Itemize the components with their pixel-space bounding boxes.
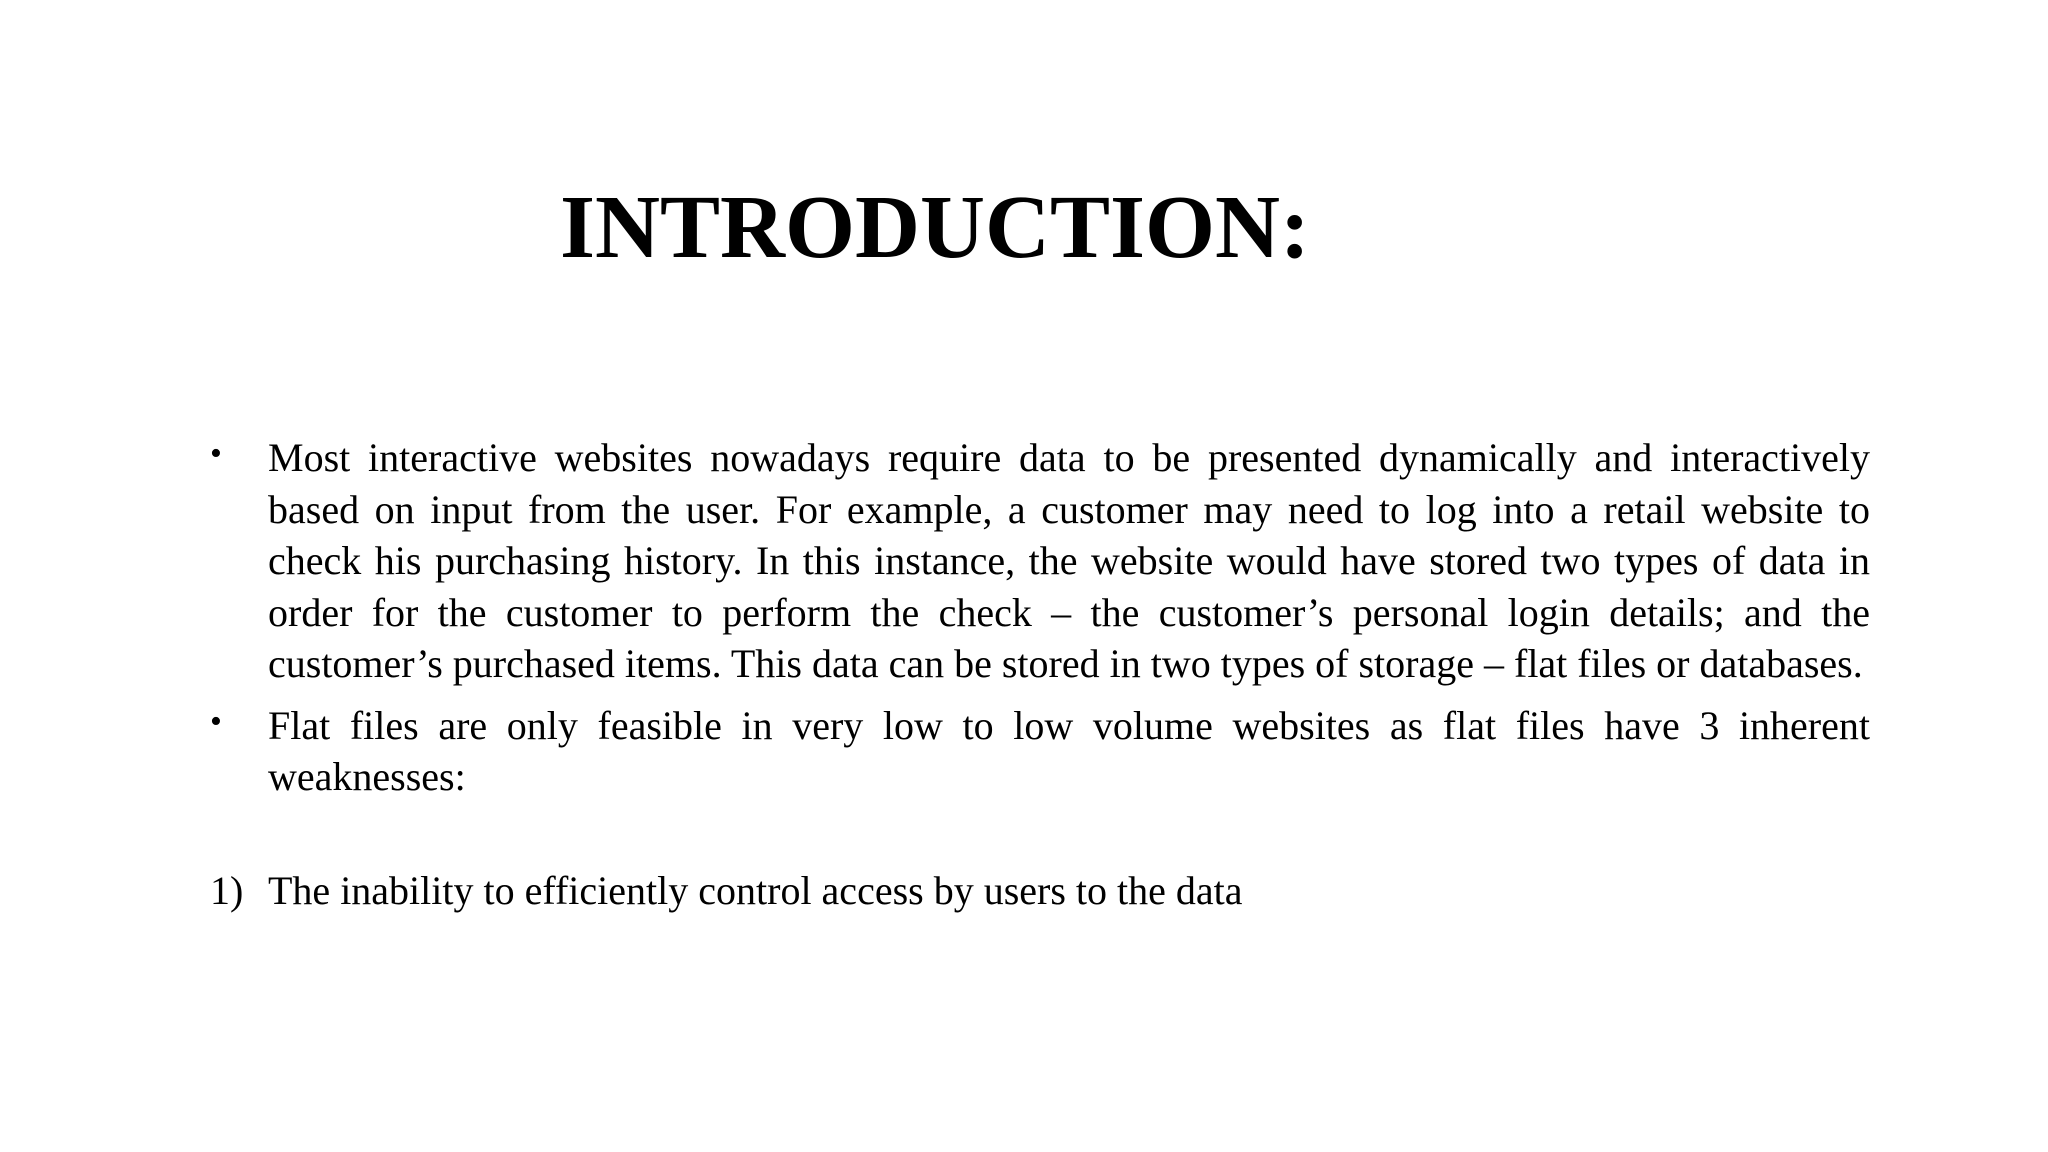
bullet-list <box>210 432 1870 803</box>
numbered-list <box>210 865 1870 917</box>
slide-title: INTRODUCTION: <box>559 178 1311 277</box>
slide-body <box>210 432 1870 916</box>
numbered-text: The inability to efficiently control access by users to the data <box>268 867 1243 913</box>
bullet-item <box>210 700 1870 803</box>
number-marker: 1) <box>210 867 244 913</box>
bullet-icon: • <box>210 702 222 740</box>
bullet-item <box>210 432 1870 690</box>
numbered-item <box>210 865 1870 917</box>
bullet-text: Flat files are only feasible in very low to low volume websites as flat files have 3 inherent weaknesses: <box>268 702 1870 799</box>
bullet-text: Most interactive websites nowadays require data to be presented dynamically and interactively based on input from the user. For example, a customer may need to log into a retail website to check his purchasing history. In this instance, the website would have stored two types of data in order for the customer to perform the check – the customer’s personal login details; and the customer’s purchased items. This data can be stored in two types of storage – flat files or databases. <box>268 435 1870 686</box>
bullet-icon: • <box>210 435 222 472</box>
